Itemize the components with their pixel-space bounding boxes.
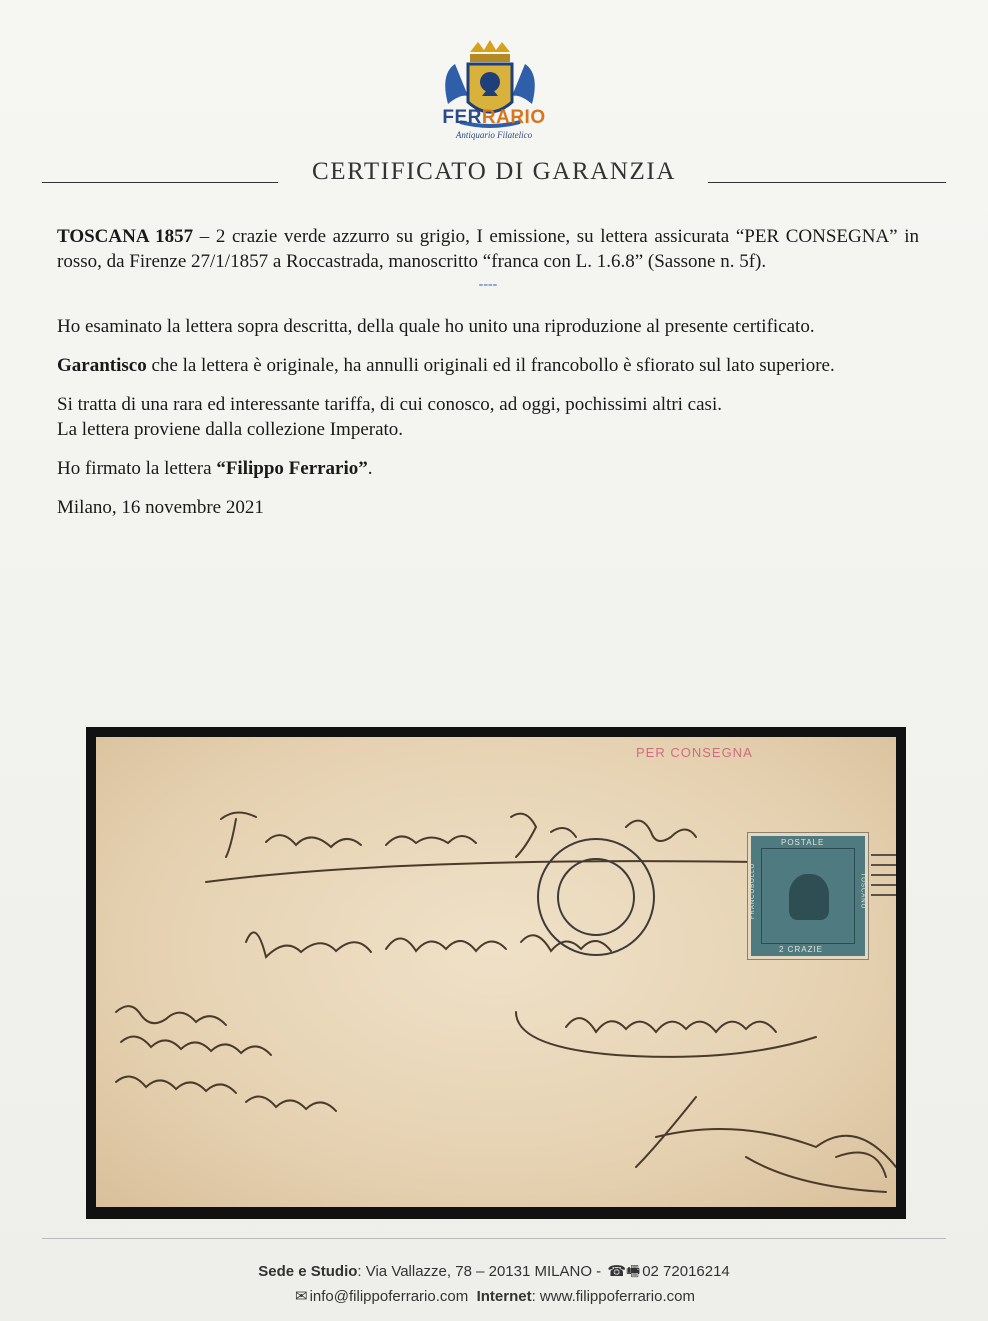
website[interactable]: : www.filippoferrario.com: [531, 1288, 695, 1305]
examination-paragraph: Ho esaminato la lettera sopra descritta, della quale ho unito una riproduzione al presente certificato.: [57, 316, 815, 337]
stamp-top-text: POSTALE: [781, 838, 825, 847]
phone-fax-icon: ☎🖷: [607, 1263, 641, 1280]
internet-label: Internet: [476, 1288, 532, 1305]
lion-emblem: [789, 874, 829, 920]
provenance-line: La lettera proviene dalla collezione Imperato.: [57, 419, 404, 440]
guarantee-keyword: Garantisco: [57, 355, 147, 376]
signature-paragraph: [57, 456, 919, 481]
date-line: Milano, 16 novembre 2021: [57, 497, 264, 518]
letter-sheet: [96, 737, 896, 1207]
brand-name-part2: RARIO: [481, 107, 546, 128]
email-address[interactable]: info@filippoferrario.com: [309, 1288, 469, 1305]
title-row: [42, 158, 946, 188]
seat-label: Sede e Studio: [258, 1263, 358, 1280]
description-heading: TOSCANA 1857: [57, 226, 194, 247]
stamp-right-text: TOSCANO: [859, 872, 866, 910]
certificate-body: [57, 224, 919, 520]
email-icon: ✉: [295, 1288, 308, 1305]
footer-contact: [0, 1287, 988, 1305]
letter-photo: [86, 727, 906, 1219]
description-text: – 2 crazie verde azzurro su grigio, I emissione, su lettera assicurata “PER CONSEGNA” in rosso, da Firenze 27/1/1857 a Roccastrada, manoscritto “franca con L. 1.6.8” (Sassone n. 5f).: [57, 226, 919, 272]
separator: ----: [478, 277, 498, 292]
certificate-title: CERTIFICATO DI GARANZIA: [312, 158, 676, 185]
signature-text: Ho firmato la lettera: [57, 458, 217, 479]
footer-address: [0, 1261, 988, 1286]
postage-stamp: [748, 833, 868, 959]
guarantee-paragraph: [57, 353, 919, 378]
red-cancel-mark: PER CONSEGNA: [636, 745, 753, 760]
brand-tagline: Antiquario Filatelico: [455, 130, 533, 140]
phone-number: 02 72016214: [642, 1263, 730, 1280]
rarity-line: Si tratta di una rara ed interessante tariffa, di cui conosco, ad oggi, pochissimi altri casi.: [57, 394, 722, 415]
stamp-description: [57, 224, 919, 274]
title-rule-right: [708, 182, 946, 183]
signature-name: “Filippo Ferrario”: [216, 458, 368, 479]
stamp-bottom-text: 2 CRAZIE: [779, 945, 824, 954]
brand-name-part1: FER: [442, 107, 482, 128]
signature-end: .: [367, 458, 373, 479]
stamp-left-text: FRANCOBOLLO: [750, 862, 757, 920]
brand-name: [0, 107, 988, 129]
handwriting-image: [96, 737, 896, 1207]
guarantee-text: che la lettera è originale, ha annulli originali ed il francobollo è sfiorato sul lato superiore.: [146, 355, 835, 376]
seat-text: : Via Vallazze, 78 – 20131 MILANO -: [357, 1263, 606, 1280]
footer-rule: [42, 1238, 946, 1239]
